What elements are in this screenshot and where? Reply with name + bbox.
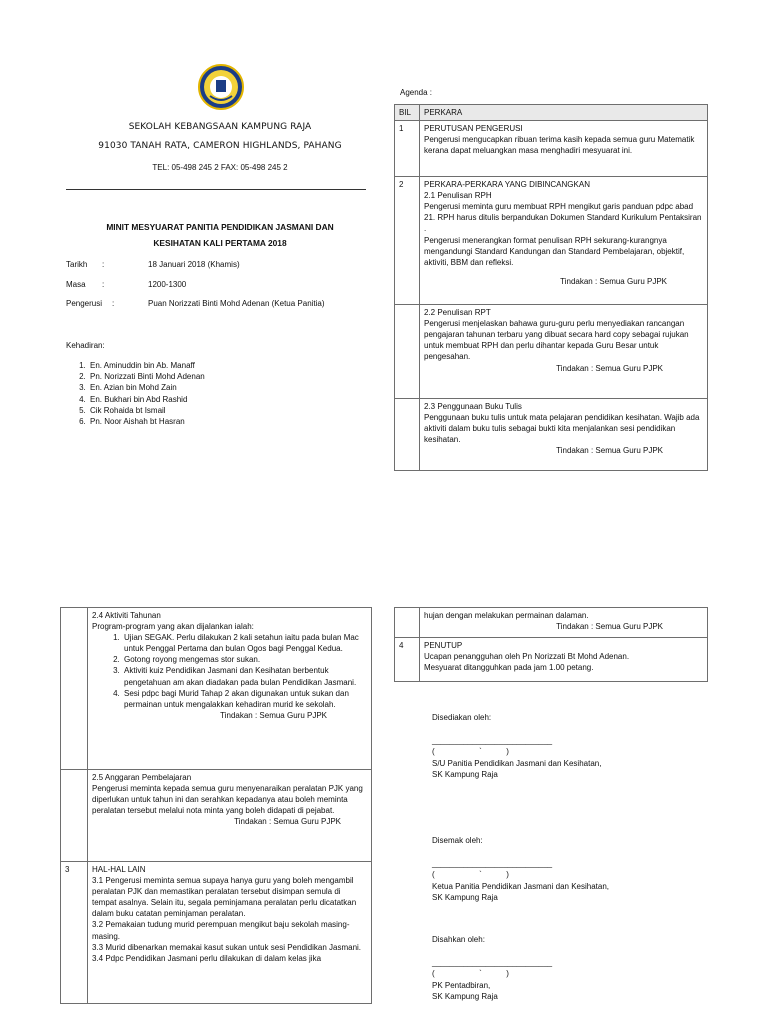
table-row — [395, 608, 708, 638]
field-tarikh — [66, 259, 240, 270]
attendance-list — [66, 360, 205, 427]
section-text: Program-program yang akan dijalankan ialah: — [92, 622, 254, 632]
field-colon: : — [112, 299, 115, 308]
header-divider — [66, 189, 366, 190]
table-row — [395, 305, 708, 399]
signature-place: SK Kampung Raja — [432, 892, 498, 902]
field-label: Masa — [66, 280, 86, 289]
section-title: 2.3 Penggunaan Buku Tulis — [424, 402, 522, 412]
activity-item: 1. Ujian SEGAK. Perlu dilakukan 2 kali setahun iaitu pada bulan Mac untuk Penggal Pertama dan bulan Ogos bagi Penggal Kedua. — [122, 632, 367, 654]
signature-heading: Disahkan oleh: — [432, 935, 485, 944]
signature-block-prepared — [432, 712, 601, 780]
row-content — [420, 638, 708, 682]
signature-name-paren: ( ` ) — [432, 747, 509, 757]
section-text: hujan dengan melakukan permainan dalaman. — [424, 611, 589, 620]
table-row — [395, 399, 708, 471]
section-title: 2.2 Penulisan RPT — [424, 308, 491, 318]
section-text: Pengerusi menerangkan format penulisan RPH sekurang-kurangnya mengandungi Standard Kandungan dan Standard Pembelajaran, objektif, aktiviti, BBM dan refleksi. — [424, 235, 685, 267]
field-label: Pengerusi — [66, 299, 103, 308]
school-address: 91030 TANAH RATA, CAMERON HIGHLANDS, PAHANG — [98, 141, 342, 151]
minutes-title-line1: MINIT MESYUARAT PANITIA PENDIDIKAN JASMANI DAN — [106, 222, 334, 232]
attendance-label: Kehadiran: — [66, 341, 105, 350]
section-text: 3.3 Murid dibenarkan memakai kasut sukan untuk sesi Pendidikan Jasmani. — [92, 942, 362, 952]
attendee: 4. En. Bukhari bin Abd Rashid — [88, 394, 205, 405]
signature-block-approved — [432, 934, 552, 1002]
attendee: 2. Pn. Norizzati Binti Mohd Adenan — [88, 371, 205, 382]
signature-line: ___________________________ — [432, 958, 553, 968]
action-note: Tindakan : Semua Guru PJPK — [560, 276, 667, 286]
continuation-table-left — [60, 607, 372, 1004]
section-text: 3.2 Pemakaian tudung murid perempuan mengikut baju sekolah masing-masing. — [92, 920, 350, 941]
row-title: PERUTUSAN PENGERUSI — [424, 124, 523, 134]
col-bil: BIL — [395, 105, 420, 121]
section-title: 2.4 Aktiviti Tahunan — [92, 611, 161, 620]
signature-line: ___________________________ — [432, 859, 553, 869]
signature-heading: Disemak oleh: — [432, 836, 483, 845]
row-text: Pengerusi mengucapkan ribuan terima kasih kepada semua guru Matematik kerana dapat meluangkan masa menghadiri mesyuarat ini. — [424, 135, 695, 156]
table-row — [395, 121, 708, 177]
table-row — [61, 608, 372, 770]
field-value: 18 Januari 2018 (Khamis) — [148, 260, 240, 269]
section-title: 2.1 Penulisan RPH — [424, 191, 492, 201]
signature-heading: Disediakan oleh: — [432, 713, 492, 722]
signature-name-paren: ( ` ) — [432, 969, 509, 979]
section-text: 3.1 Pengerusi meminta semua supaya hanya guru yang boleh mengambil peralatan PJK dan memastikan peralatan tersebut disimpan semula di tempat asalnya. Selain itu, segala peminjamana peralatan perlu dicatatkan dalam buku catatan peminjaman peralatan. — [92, 876, 357, 919]
field-value: 1200-1300 — [148, 280, 187, 289]
signature-role: Ketua Panitia Pendidikan Jasmani dan Kesihatan, — [432, 881, 610, 891]
row-bil — [61, 770, 88, 862]
activity-item: 3. Aktiviti kuiz Pendidikan Jasmani dan Kesihatan berbentuk pengetahuan am akan diadakan pada bulan Pendidikan Jasmani. — [122, 665, 367, 687]
signature-role: PK Pentadbiran, — [432, 980, 491, 990]
table-row — [395, 177, 708, 305]
row-content — [88, 608, 372, 770]
continuation-table-right — [394, 607, 708, 682]
school-crest-icon — [200, 66, 242, 108]
activity-item: 2. Gotong royong mengemas stor sukan. — [122, 654, 367, 665]
section-text: Ucapan penangguhan oleh Pn Norizzati Bt Mohd Adenan. — [424, 652, 630, 662]
row-title: PENUTUP — [424, 641, 463, 650]
action-note: Tindakan : Semua Guru PJPK — [556, 446, 663, 456]
row-bil — [395, 305, 420, 399]
section-text: Pengerusi meminta kepada semua guru menyenaraikan peralatan PJK yang diperlukan untuk tahun ini dan serahkan kepadanya atau boleh meminta peralatan tersebut melalui nota minta yang boleh didapati di pejabat. — [92, 784, 363, 816]
agenda-header-row — [395, 105, 708, 121]
row-bil — [395, 608, 420, 638]
action-note: Tindakan : Semua Guru PJPK — [556, 622, 663, 632]
section-title: 2.5 Anggaran Pembelajaran — [92, 773, 192, 782]
signature-place: SK Kampung Raja — [432, 991, 498, 1001]
row-content — [88, 770, 372, 862]
school-logo — [198, 64, 244, 110]
section-text: Pengerusi meminta guru membuat RPH mengikut garis panduan pdpc abad 21. RPH harus ditulis berpandukan Dokumen Standard Kurikulum Pentaksiran . — [424, 202, 702, 234]
col-perkara: PERKARA — [420, 105, 708, 121]
row-bil: 3 — [61, 862, 88, 1004]
signature-block-reviewed — [432, 835, 609, 903]
row-title: HAL-HAL LAIN — [92, 865, 146, 874]
attendee: 3. En. Azian bin Mohd Zain — [88, 382, 205, 393]
row-bil: 2 — [395, 177, 420, 305]
activity-list — [92, 632, 367, 710]
row-content — [420, 399, 708, 471]
field-colon: : — [102, 260, 105, 269]
minutes-title-line2: KESIHATAN KALI PERTAMA 2018 — [153, 238, 287, 248]
row-content — [420, 121, 708, 177]
row-content — [88, 862, 372, 1004]
action-note: Tindakan : Semua Guru PJPK — [220, 710, 327, 720]
agenda-table — [394, 104, 708, 471]
row-title: PERKARA-PERKARA YANG DIBINCANGKAN — [424, 180, 590, 190]
attendee: 6. Pn. Noor Aishah bt Hasran — [88, 416, 205, 427]
table-row — [61, 862, 372, 1004]
action-note: Tindakan : Semua Guru PJPK — [234, 817, 341, 827]
attendee: 5. Cik Rohaida bt Ismail — [88, 405, 205, 416]
row-bil — [61, 608, 88, 770]
row-bil: 4 — [395, 638, 420, 682]
section-text: 3.4 Pdpc Pendidikan Jasmani perlu dilakukan di dalam kelas jika — [92, 953, 322, 963]
section-text: Penggunaan buku tulis untuk mata pelajaran pendidikan kesihatan. Wajib ada aktiviti dalam buku tulis sebagai bukti kita menjalankan sesi pendidikan kesihatan. — [424, 413, 700, 445]
school-name: SEKOLAH KEBANGSAAN KAMPUNG RAJA — [128, 122, 312, 132]
field-label: Tarikh — [66, 260, 88, 269]
signature-name-paren: ( ` ) — [432, 870, 509, 880]
row-bil: 1 — [395, 121, 420, 177]
section-text: Mesyuarat ditangguhkan pada jam 1.00 petang. — [424, 663, 594, 673]
signature-line: ___________________________ — [432, 736, 553, 746]
table-row — [395, 638, 708, 682]
row-content — [420, 177, 708, 305]
action-note: Tindakan : Semua Guru PJPK — [556, 363, 663, 373]
signature-role: S/U Panitia Pendidikan Jasmani dan Kesihatan, — [432, 758, 602, 768]
field-colon: : — [102, 280, 105, 289]
field-masa — [66, 279, 186, 290]
row-content — [420, 608, 708, 638]
signature-place: SK Kampung Raja — [432, 769, 498, 779]
activity-item: 4. Sesi pdpc bagi Murid Tahap 2 akan digunakan untuk sukan dan permainan untuk mengalakkan kehadiran murid ke sekolah. — [122, 688, 367, 710]
row-content — [420, 305, 708, 399]
table-row — [61, 770, 372, 862]
row-bil — [395, 399, 420, 471]
attendee: 1. En. Aminuddin bin Ab. Manaff — [88, 360, 205, 371]
school-contact: TEL: 05-498 245 2 FAX: 05-498 245 2 — [152, 163, 288, 172]
section-text: Pengerusi menjelaskan bahawa guru-guru perlu menyediakan rancangan pengajaran tahunan terbaru yang dibuat secara hard copy sebagai rujukan untuk membuat RPH dan perlu dihantar kepada Guru Besar untuk pengesahan. — [424, 319, 689, 362]
agenda-label: Agenda : — [400, 88, 433, 97]
field-pengerusi — [66, 298, 325, 309]
field-value: Puan Norizzati Binti Mohd Adenan (Ketua Panitia) — [148, 299, 325, 308]
